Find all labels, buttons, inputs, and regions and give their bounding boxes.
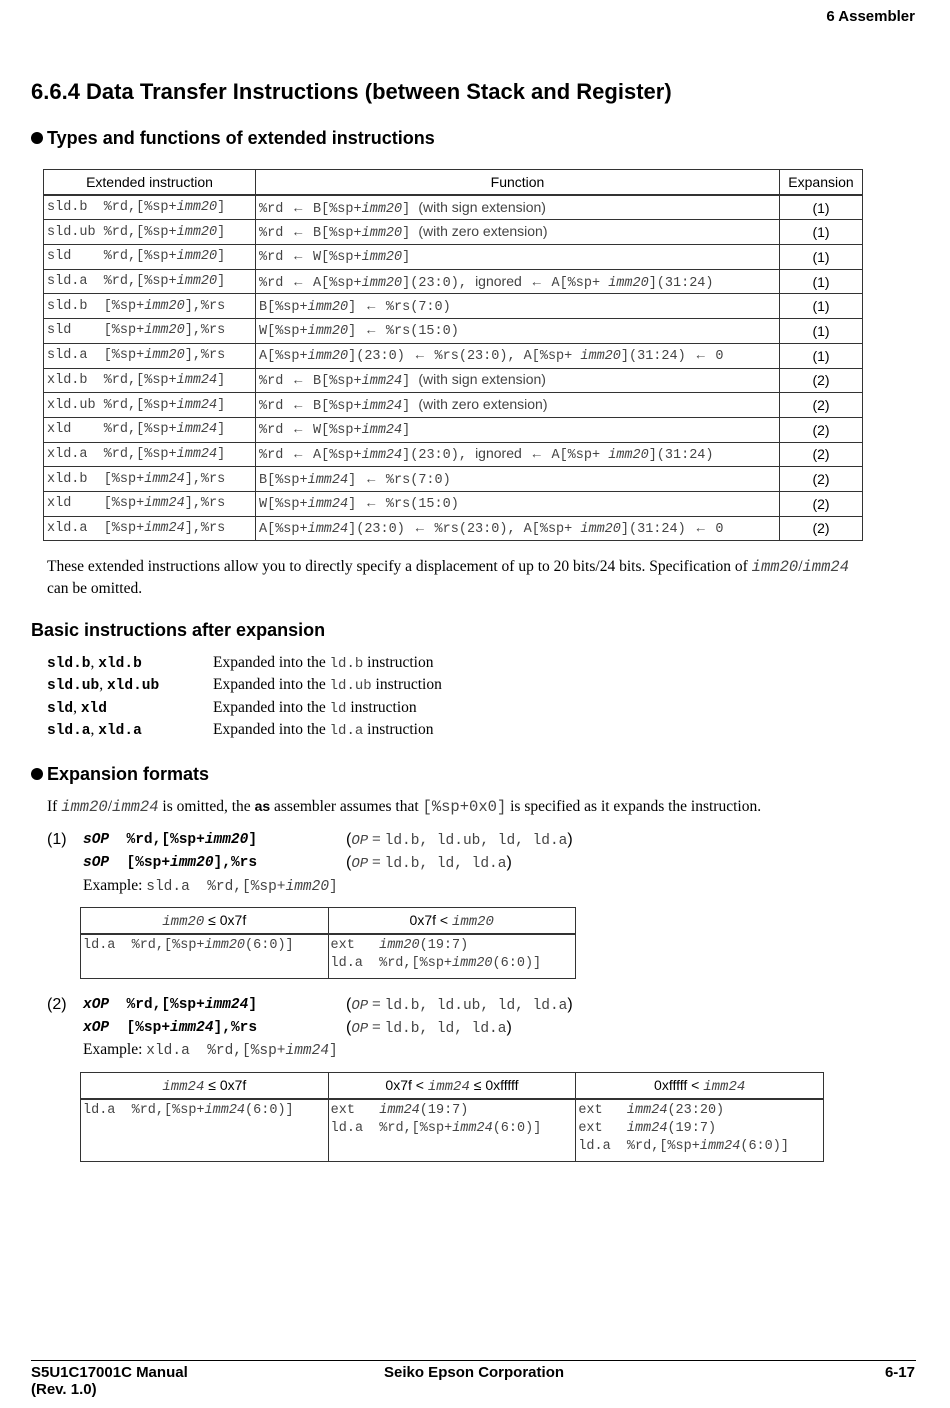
format-table-line: ext imm24(23:20)	[578, 1103, 725, 1118]
table-row	[44, 516, 863, 541]
cell-function: %rd ← B[%sp+imm24] (with sign extension)	[256, 368, 780, 393]
cell-function: W[%sp+imm20] ← %rs(15:0)	[256, 319, 780, 344]
cell-instruction: xld.b [%sp+imm24],%rs	[44, 467, 256, 492]
cell-instruction: sld.a [%sp+imm20],%rs	[44, 343, 256, 368]
cell-expansion: (1)	[780, 220, 863, 245]
format-table-cell	[81, 934, 329, 978]
footer-company: Seiko Epson Corporation	[384, 1364, 565, 1381]
types-note-line2: can be omitted.	[47, 580, 143, 597]
table-row	[44, 269, 863, 294]
cell-function: W[%sp+imm24] ← %rs(15:0)	[256, 491, 780, 516]
cell-expansion: (1)	[780, 319, 863, 344]
format-2-op-2: (OP = ld.b, ld, ld.a)	[346, 1019, 512, 1037]
table-row	[44, 245, 863, 270]
types-heading	[31, 128, 435, 149]
bullet-icon	[31, 768, 43, 780]
basic-instruction-desc: Expanded into the ld.b instruction	[213, 654, 434, 672]
cell-instruction: xld.a %rd,[%sp+imm24]	[44, 442, 256, 467]
format-table-line: ext imm24(19:7)	[330, 1103, 469, 1118]
footer-manual-name: S5U1C17001C Manual	[31, 1364, 188, 1381]
table-row	[44, 319, 863, 344]
table-row	[44, 442, 863, 467]
format-1-syntax-1: sOP %rd,[%sp+imm20]	[83, 832, 258, 848]
format-1-example: Example: sld.a %rd,[%sp+imm20]	[83, 877, 338, 895]
format-1-table	[80, 907, 576, 979]
format-table-header: imm20 ≤ 0x7f	[81, 908, 329, 935]
basic-instruction-names: sld.b, xld.b	[47, 654, 142, 672]
footer-revision: (Rev. 1.0)	[31, 1381, 97, 1398]
cell-instruction: sld %rd,[%sp+imm20]	[44, 245, 256, 270]
format-1-number: (1)	[47, 831, 67, 848]
basic-instruction-names: sld.a, xld.a	[47, 720, 142, 739]
format-1-syntax-2: sOP [%sp+imm20],%rs	[83, 855, 258, 871]
cell-function: %rd ← W[%sp+imm24]	[256, 417, 780, 442]
basic-instruction-desc: Expanded into the ld instruction	[213, 698, 417, 717]
table-row	[44, 343, 863, 368]
types-note	[47, 556, 927, 600]
cell-expansion: (1)	[780, 269, 863, 294]
cell-expansion: (1)	[780, 343, 863, 368]
page-header-chapter: 6 Assembler	[826, 8, 915, 25]
format-1-op-2: (OP = ld.b, ld, ld.a)	[346, 854, 512, 872]
cell-expansion: (2)	[780, 442, 863, 467]
format-table-line: ld.a %rd,[%sp+imm24(6:0)]	[330, 1121, 542, 1136]
cell-instruction: sld.ub %rd,[%sp+imm20]	[44, 220, 256, 245]
cell-expansion: (1)	[780, 245, 863, 270]
basic-heading: Basic instructions after expansion	[31, 620, 326, 640]
table-row	[44, 195, 863, 220]
cell-instruction: xld.b %rd,[%sp+imm24]	[44, 368, 256, 393]
format-table-cell	[81, 1099, 329, 1161]
cell-function: %rd ← B[%sp+imm20] (with sign extension)	[256, 195, 780, 220]
cell-expansion: (2)	[780, 368, 863, 393]
bullet-icon	[31, 132, 43, 144]
format-table-header: 0xfffff < imm24	[576, 1073, 824, 1100]
cell-instruction: sld.a %rd,[%sp+imm20]	[44, 269, 256, 294]
footer-manual	[31, 1364, 188, 1398]
table-row	[44, 467, 863, 492]
cell-expansion: (1)	[780, 294, 863, 319]
format-table-cell	[328, 1099, 576, 1161]
formats-heading-text: Expansion formats	[47, 764, 210, 784]
cell-function: B[%sp+imm24] ← %rs(7:0)	[256, 467, 780, 492]
basic-instruction-names: sld, xld	[47, 698, 107, 717]
cell-function: B[%sp+imm20] ← %rs(7:0)	[256, 294, 780, 319]
table-row	[44, 368, 863, 393]
cell-instruction: xld.a [%sp+imm24],%rs	[44, 516, 256, 541]
formats-heading	[31, 764, 209, 785]
cell-instruction: xld %rd,[%sp+imm24]	[44, 417, 256, 442]
cell-expansion: (2)	[780, 393, 863, 418]
cell-function: %rd ← B[%sp+imm20] (with zero extension)	[256, 220, 780, 245]
col-header-function: Function	[256, 170, 780, 195]
cell-function: %rd ← W[%sp+imm20]	[256, 245, 780, 270]
format-2-example: Example: xld.a %rd,[%sp+imm24]	[83, 1041, 338, 1059]
footer-rule	[31, 1360, 916, 1361]
cell-expansion: (2)	[780, 516, 863, 541]
basic-instruction-names: sld.ub, xld.ub	[47, 676, 160, 695]
table-row	[44, 491, 863, 516]
col-header-extended-instruction: Extended instruction	[44, 170, 256, 195]
cell-function: A[%sp+imm24](23:0) ← %rs(23:0), A[%sp+ imm20](31:24) ← 0	[256, 516, 780, 541]
format-2-table	[80, 1072, 824, 1162]
cell-function: %rd ← A[%sp+imm20](23:0), ignored ← A[%sp+ imm20](31:24)	[256, 269, 780, 294]
cell-expansion: (2)	[780, 417, 863, 442]
format-1-op-1: (OP = ld.b, ld.ub, ld, ld.a)	[346, 831, 573, 849]
format-table-line: ext imm24(19:7)	[578, 1121, 717, 1136]
cell-function: %rd ← B[%sp+imm24] (with zero extension)	[256, 393, 780, 418]
cell-function: %rd ← A[%sp+imm24](23:0), ignored ← A[%sp+ imm20](31:24)	[256, 442, 780, 467]
cell-instruction: sld [%sp+imm20],%rs	[44, 319, 256, 344]
format-table-header: 0x7f < imm24 ≤ 0xfffff	[328, 1073, 576, 1100]
format-2-number: (2)	[47, 996, 67, 1013]
cell-instruction: xld [%sp+imm24],%rs	[44, 491, 256, 516]
table-row	[44, 417, 863, 442]
format-table-header: imm24 ≤ 0x7f	[81, 1073, 329, 1100]
basic-instruction-desc: Expanded into the ld.a instruction	[213, 720, 434, 739]
format-table-cell	[328, 934, 576, 978]
cell-expansion: (2)	[780, 491, 863, 516]
col-header-expansion: Expansion	[780, 170, 863, 195]
format-table-line: ld.a %rd,[%sp+imm20(6:0)]	[83, 938, 294, 953]
format-table-line: ld.a %rd,[%sp+imm20(6:0)]	[330, 956, 542, 971]
format-table-line: ld.a %rd,[%sp+imm24(6:0)]	[578, 1139, 789, 1154]
cell-expansion: (2)	[780, 467, 863, 492]
format-table-line: ext imm20(19:7)	[330, 938, 469, 953]
cell-instruction: sld.b %rd,[%sp+imm20]	[44, 195, 256, 220]
format-table-line: ld.a %rd,[%sp+imm24(6:0)]	[83, 1103, 294, 1118]
table-row	[44, 220, 863, 245]
formats-intro: If imm20/imm24 is omitted, the as assembler assumes that [%sp+0x0] is specified as it expands the instruction.	[47, 798, 762, 816]
format-2-op-1: (OP = ld.b, ld.ub, ld, ld.a)	[346, 996, 573, 1014]
cell-function: A[%sp+imm20](23:0) ← %rs(23:0), A[%sp+ imm20](31:24) ← 0	[256, 343, 780, 368]
table-row	[44, 294, 863, 319]
table-row	[44, 393, 863, 418]
basic-instruction-desc: Expanded into the ld.ub instruction	[213, 676, 442, 695]
cell-expansion: (1)	[780, 195, 863, 220]
footer-page-number: 6-17	[884, 1364, 915, 1381]
format-2-syntax-1: xOP %rd,[%sp+imm24]	[83, 997, 258, 1013]
types-note-line1: These extended instructions allow you to directly specify a displacement of up to 20 bits/24 bits. Specification of imm20/imm24	[47, 558, 850, 576]
cell-instruction: xld.ub %rd,[%sp+imm24]	[44, 393, 256, 418]
extended-instructions-table	[43, 169, 863, 541]
cell-instruction: sld.b [%sp+imm20],%rs	[44, 294, 256, 319]
section-title: 6.6.4 Data Transfer Instructions (between Stack and Register)	[31, 79, 672, 104]
format-table-cell	[576, 1099, 824, 1161]
format-2-syntax-2: xOP [%sp+imm24],%rs	[83, 1020, 258, 1036]
format-table-header: 0x7f < imm20	[328, 908, 576, 935]
types-heading-text: Types and functions of extended instructions	[47, 128, 435, 148]
